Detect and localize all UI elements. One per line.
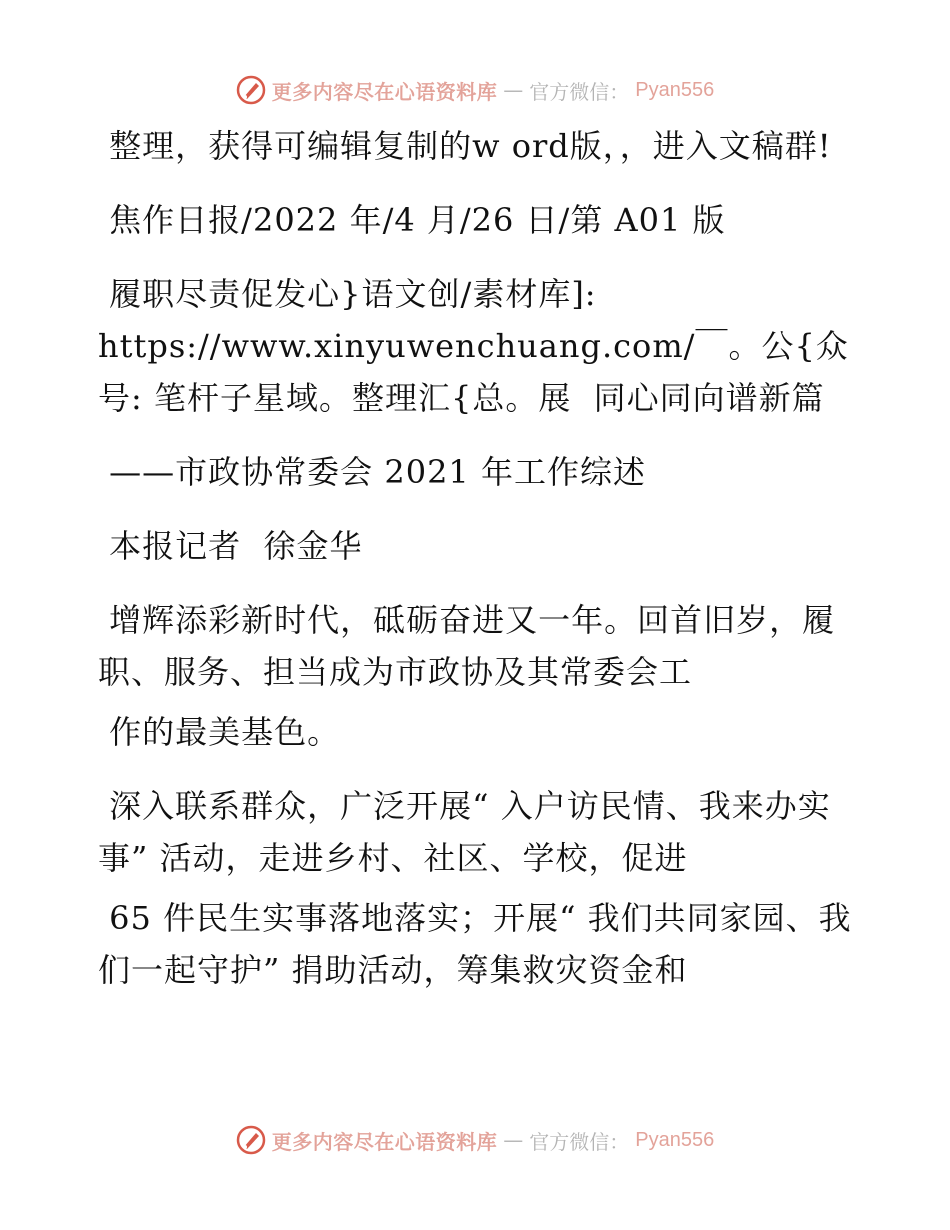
- paragraph-body: 65 件民生实事落地落实；开展“ 我们共同家园、我们一起守护” 捐助活动，筹集救灾资金和: [98, 899, 852, 989]
- paragraph-source: 焦作日报/2022 年/4 月/26 日/第 A01 版: [98, 201, 726, 239]
- paragraph-note: 整理，获得可编辑复制的w ord版，，进入文稿群!: [98, 127, 832, 165]
- footer-watermark: [0, 1120, 950, 1160]
- watermark-official-label: 官方微信：: [529, 79, 630, 104]
- document-body: [98, 120, 858, 1018]
- paragraph-body: 作的最美基色。: [98, 713, 341, 751]
- watermark-text: 更多内容尽在心语资料库: [271, 1129, 498, 1154]
- paragraph-body: 深入联系群众，广泛开展“ 入户访民情、我来办实事” 活动，走进乡村、社区、学校，促进: [98, 787, 831, 877]
- watermark-wechat-id: Pyan556: [635, 1128, 715, 1151]
- paragraph-subtitle: ——市政协常委会 2021 年工作综述: [98, 453, 646, 491]
- pen-logo-icon: [236, 75, 266, 105]
- watermark-dash: —: [503, 1128, 524, 1152]
- header-watermark: [0, 70, 950, 110]
- paragraph-body: 增辉添彩新时代，砥砺奋进又一年。回首旧岁，履职、服务、担当成为市政协及其常委会工: [98, 601, 836, 691]
- pen-logo-icon: [236, 1125, 266, 1155]
- paragraph-byline: 本报记者 徐金华: [98, 527, 363, 565]
- paragraph-title: 履职尽责促发心}语文创/素材库]: https://www.xinyuwenchuang.com/￣。公{众号: 笔杆子星域。整理汇{总。展 同心同向谱新篇: [98, 275, 849, 417]
- watermark-dash: —: [503, 78, 524, 102]
- watermark-text: 更多内容尽在心语资料库: [271, 79, 498, 104]
- watermark-wechat-id: Pyan556: [635, 78, 715, 101]
- watermark-official-label: 官方微信：: [529, 1129, 630, 1154]
